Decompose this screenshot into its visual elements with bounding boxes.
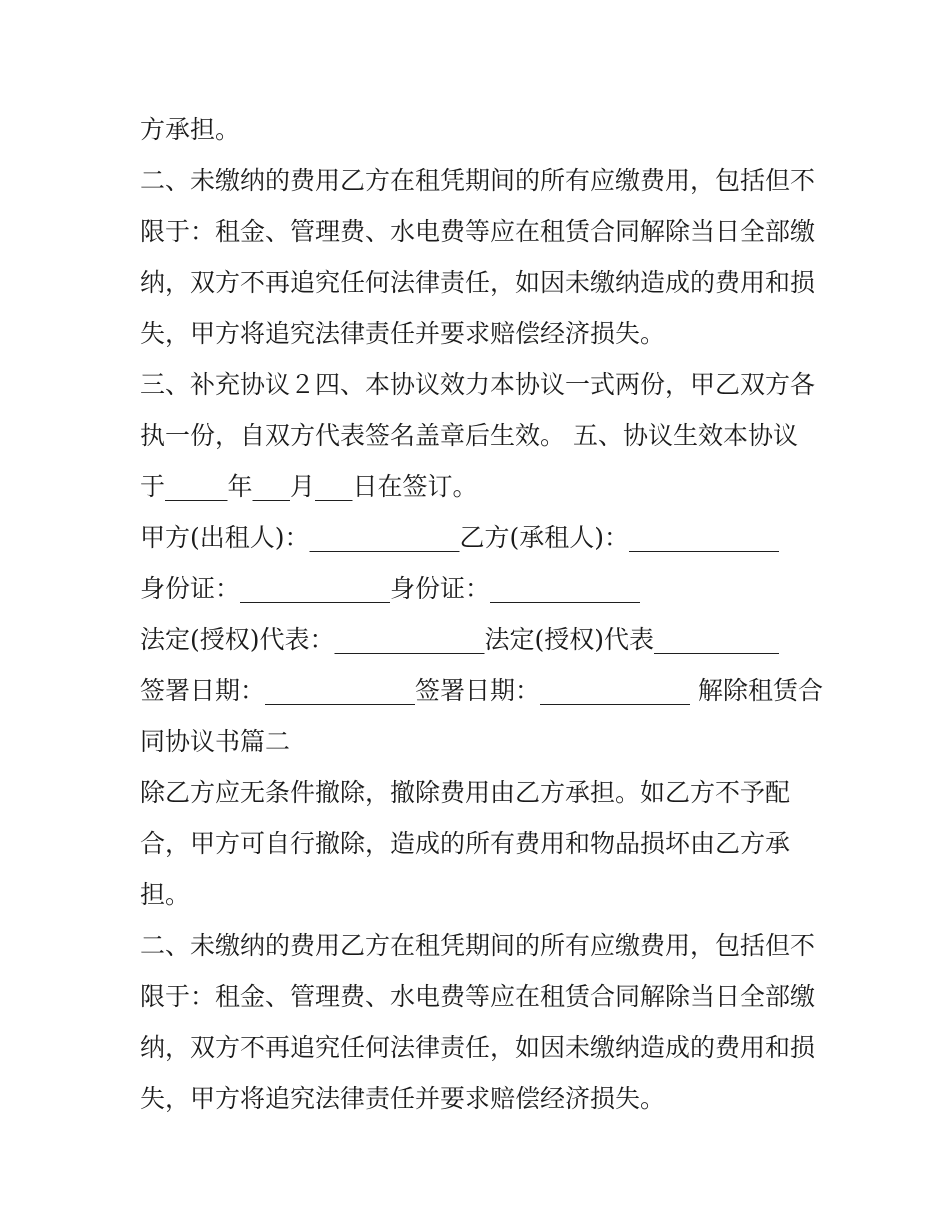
text-line-5: 失，甲方将追究法律责任并要求赔偿经济损失。 xyxy=(140,319,666,348)
section-heading: 同协议书篇二 xyxy=(140,727,291,756)
text-line-6: 三、补充协议２四、本协议效力本协议一式两份，甲乙双方各 xyxy=(140,370,816,399)
text-line-2: 二、未缴纳的费用乙方在租凭期间的所有应缴费用，包括但不 xyxy=(140,166,816,195)
text-line-19: 纳，双方不再追究任何法律责任，如因未缴纳造成的费用和损 xyxy=(140,1033,816,1062)
document-body xyxy=(140,104,823,1124)
signature-date-line: 签署日期：____________签署日期：____________ 解除租赁合 xyxy=(140,676,823,705)
text-line-14: 除乙方应无条件撤除，撤除费用由乙方承担。如乙方不予配 xyxy=(140,778,791,807)
text-line-20: 失，甲方将追究法律责任并要求赔偿经济损失。 xyxy=(140,1084,666,1113)
signature-id-line: 身份证：____________身份证：____________ xyxy=(140,574,641,603)
text-line-18: 限于：租金、管理费、水电费等应在租赁合同解除当日全部缴 xyxy=(140,982,816,1011)
text-line-17: 二、未缴纳的费用乙方在租凭期间的所有应缴费用，包括但不 xyxy=(140,931,816,960)
text-line-4: 纳，双方不再追究任何法律责任，如因未缴纳造成的费用和损 xyxy=(140,268,816,297)
text-line-1: 方承担。 xyxy=(140,115,241,144)
text-line-3: 限于：租金、管理费、水电费等应在租赁合同解除当日全部缴 xyxy=(140,217,816,246)
signature-party-line: 甲方(出租人)：____________乙方(承租人)：____________ xyxy=(140,523,780,552)
text-line-7: 执一份，自双方代表签名盖章后生效。 五、协议生效本协议 xyxy=(140,421,798,450)
text-line-8: 于_____年___月___日在签订。 xyxy=(140,472,478,501)
text-line-15: 合，甲方可自行撤除，造成的所有费用和物品损坏由乙方承 xyxy=(140,829,791,858)
signature-representative-line: 法定(授权)代表：____________法定(授权)代表__________ xyxy=(140,625,780,654)
text-line-16: 担。 xyxy=(140,880,191,909)
